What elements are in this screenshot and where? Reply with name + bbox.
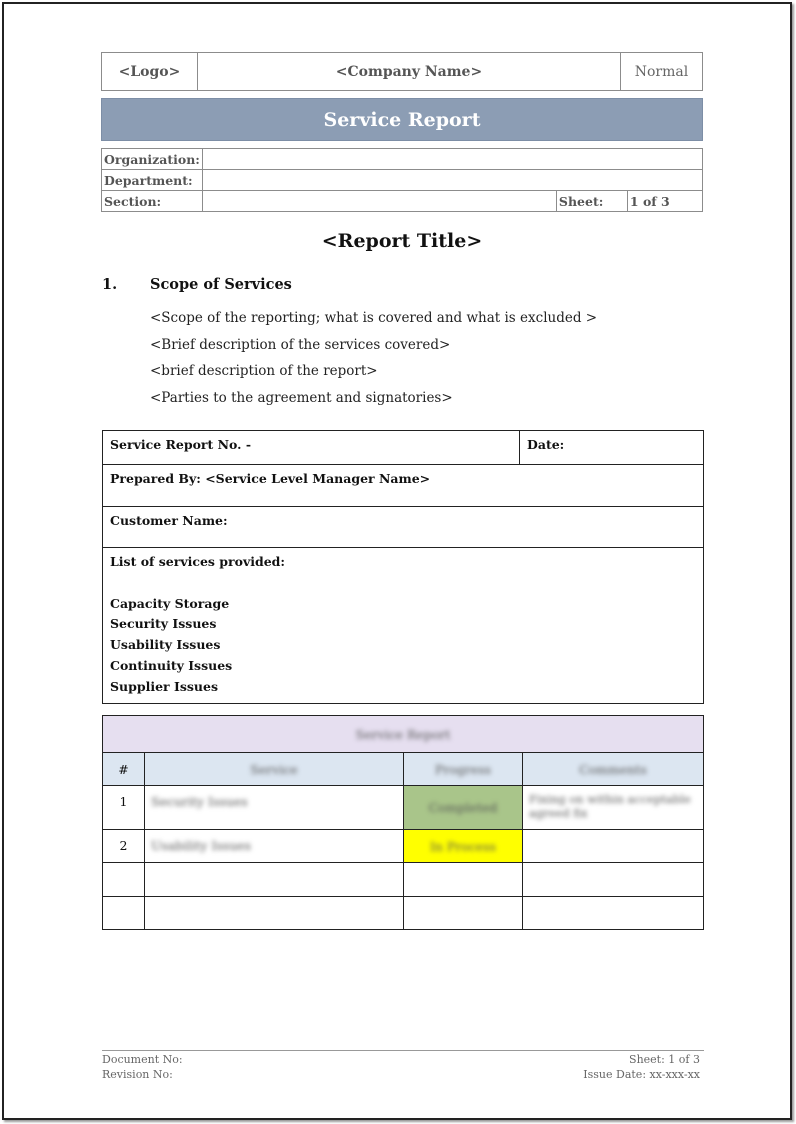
department-label: Department: [102,170,203,191]
row-number: 2 [103,830,145,863]
table-row [103,786,704,830]
section-number: 1. [102,276,118,293]
logo-placeholder: <Logo> [102,53,198,91]
report-table-title: Service Report [103,716,704,753]
section-value [202,191,556,212]
column-number: # [103,753,145,786]
table-row [103,863,704,897]
footer-document-no: Document No: [102,1053,183,1066]
organization-label: Organization: [102,149,203,170]
row-progress: In Process [404,830,523,863]
service-item: Usability Issues [110,637,221,653]
footer-revision-no: Revision No: [102,1068,173,1081]
info-table [102,430,704,704]
service-report-table [102,715,704,930]
document-page [2,2,792,1120]
company-name: <Company Name> [198,53,621,91]
meta-table [101,148,703,212]
row-number: 1 [103,786,145,830]
header-box [101,52,703,91]
table-row [103,897,704,930]
report-number: Service Report No. - [103,431,520,465]
footer-sheet: Sheet: 1 of 3 [629,1053,700,1066]
prepared-by: Prepared By: <Service Level Manager Name> [103,465,704,507]
report-date: Date: [520,431,704,465]
row-comment [523,830,704,863]
sheet-label: Sheet: [556,191,627,212]
parties-paragraph: <Parties to the agreement and signatories> [150,390,453,406]
section-label: Section: [102,191,203,212]
service-item: Supplier Issues [110,678,218,694]
organization-value [202,149,702,170]
document-banner: Service Report [101,98,703,141]
footer-issue-date: Issue Date: xx-xxx-xx [583,1068,700,1081]
customer-name: Customer Name: [103,507,704,548]
service-item: Continuity Issues [110,657,233,673]
scope-paragraph: <Scope of the reporting; what is covered and what is excluded > [150,310,598,326]
table-row [103,830,704,863]
row-progress: Completed [404,786,523,830]
report-paragraph: <brief description of the report> [150,363,378,379]
services-list-label: List of services provided: [110,554,286,569]
section-title: Scope of Services [150,276,292,293]
service-item: Capacity Storage [110,595,230,611]
services-list [103,548,704,704]
column-progress: Progress [404,753,523,786]
row-comment: Fixing on within acceptable agreed fix [523,786,704,830]
footer-divider [102,1050,704,1051]
report-title: <Report Title> [321,230,483,252]
row-service: Security Issues [145,786,404,830]
service-item: Security Issues [110,616,217,632]
row-service: Usability Issues [145,830,404,863]
column-comments: Comments [523,753,704,786]
classification: Normal [621,53,703,91]
department-value [202,170,702,191]
column-service: Service [145,753,404,786]
sheet-value: 1 of 3 [627,191,702,212]
services-paragraph: <Brief description of the services covered> [150,337,451,353]
